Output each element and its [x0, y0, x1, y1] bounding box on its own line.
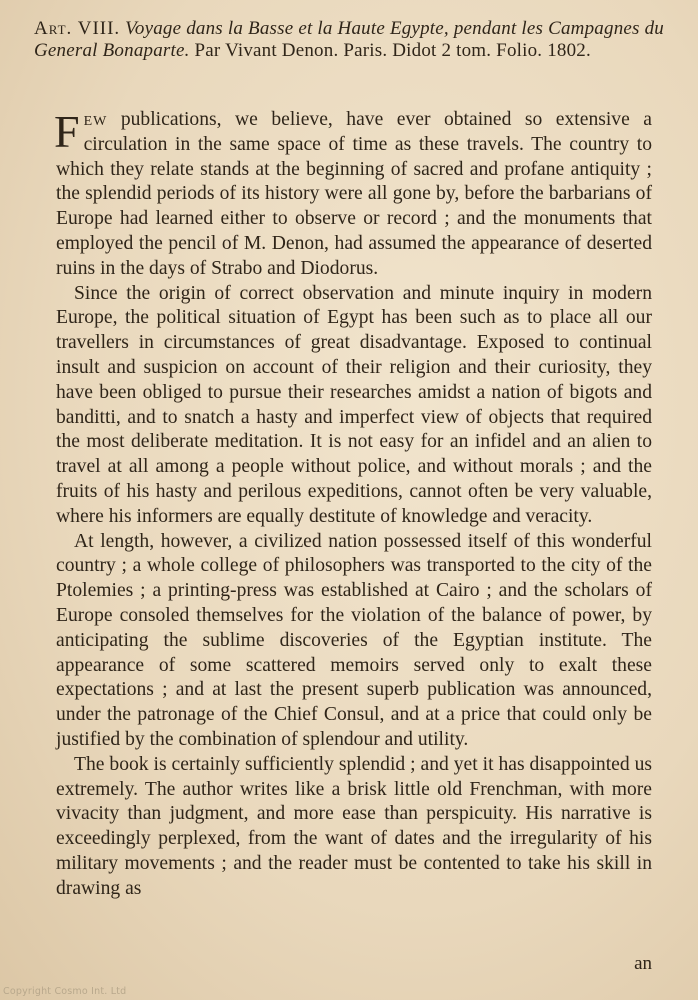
- article-number: Art. VIII.: [34, 18, 121, 39]
- paragraph-2: Since the origin of correct observation and minute inquiry in modern Europe, the political situation of Egypt has been such as to place all our travellers in circumstances of great disadvantage. Exposed to continual insult and suspicion on account of their religion and their curiosity, they have been obliged to pursue their researches amidst a nation of bigots and banditti, and to snatch a hasty and imperfect view of objects that required the most deliberate meditation. It is not easy for an infidel and an alien to travel at all among a people without police, and without morals ; and the fruits of his hasty and perilous expeditions, cannot often be very valuable, where his informers are equally destitute of knowledge and veracity.: [56, 282, 652, 527]
- article-title: Voyage dans la Basse et la Haute Egypte, pendant les Campagnes du General Bonaparte.: [34, 18, 664, 61]
- copyright-watermark: Copyright Cosmo Int. Ltd: [3, 986, 127, 997]
- paragraph-1: [56, 108, 652, 282]
- drop-cap: F: [54, 106, 80, 157]
- first-word-rest: ew: [83, 109, 108, 130]
- catchword: an: [634, 953, 652, 974]
- paragraph-1-text: publications, we believe, have ever obtained so extensive a circulation in the same space of time as these travels. The country to which they relate stands at the beginning of sacred and profane antiquity ; the splendid periods of its history were all gone by, before the barbarians of Europe had learned either to observe or record ; and the monuments that employed the pencil of M. Denon, had assumed the appearance of deserted ruins in the days of Strabo and Diodorus.: [56, 109, 652, 279]
- paragraph-4: The book is certainly sufficiently splendid ; and yet it has disappointed us extremely. The author writes like a brisk little old Frenchman, with more vivacity than judgment, and more ease than perspicuity. His narrative is exceedingly perplexed, from the want of dates and the irregularity of his military movements ; and the reader must be contented to take his skill in drawing as: [56, 753, 652, 899]
- paragraph-3: At length, however, a civilized nation possessed itself of this wonderful country ; a whole college of philosophers was transported to the city of the Ptolemies ; a printing-press was established at Cairo ; and the scholars of Europe consoled themselves for the violation of the balance of power, by anticipating the sublime discoveries of the Egyptian institute. The appearance of some scattered memoirs served only to exalt these expectations ; and at last the present superb publication was announced, under the patronage of the Chief Consul, and at a price that could only be justified by the combination of splendour and utility.: [56, 530, 652, 750]
- article-body: [56, 108, 652, 902]
- article-heading: [34, 18, 664, 62]
- article-details: Par Vivant Denon. Paris. Didot 2 tom. Folio. 1802.: [194, 40, 591, 61]
